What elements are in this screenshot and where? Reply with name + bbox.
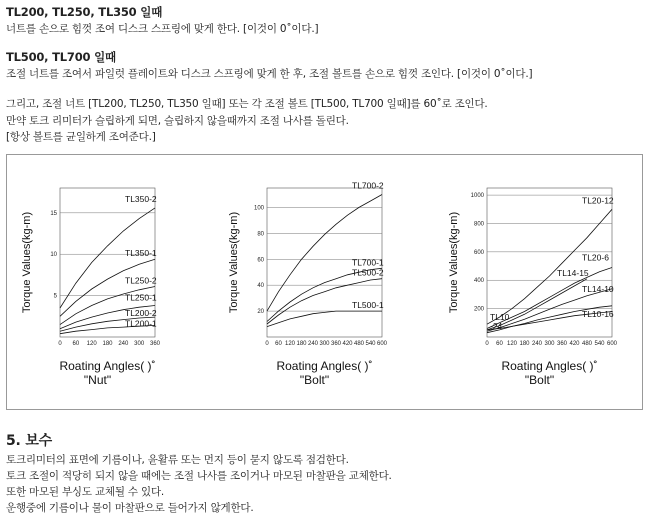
series-label: TL200-1 xyxy=(125,318,157,329)
instruction-uniform: [항상 볼트를 균일하게 조여준다.] xyxy=(6,131,156,143)
x-tick-label: 180 xyxy=(102,341,113,347)
y-tick-label: 600 xyxy=(473,249,484,256)
maintenance-line: 토크 조절이 적당히 되지 않을 때에는 조절 나사를 조이거나 마모된 마찰판을 교체한다. xyxy=(6,470,392,482)
x-tick-label: 300 xyxy=(134,341,145,347)
y-tick-label: 400 xyxy=(473,278,484,285)
series-label: -24 xyxy=(490,320,503,331)
x-tick-label: 180 xyxy=(519,341,530,347)
y-tick-label: 20 xyxy=(257,309,264,316)
x-tick-label: 60 xyxy=(496,341,503,347)
x-tick-label: 240 xyxy=(531,341,543,347)
x-tick-label: 240 xyxy=(118,341,129,347)
x-tick-label: 60 xyxy=(72,341,80,347)
x-tick-label: 0 xyxy=(265,341,269,347)
y-axis-label: Torque Values(kg-m) xyxy=(228,211,240,314)
section-title-maintenance: 5. 보수 xyxy=(6,433,52,449)
instruction-bolt: 조절 너트를 조여서 파일럿 플레이트와 디스크 스프링에 맞게 한 후, 조절 볼트를 손으로 힘껏 조인다. [이것이 0˚이다.] xyxy=(6,68,533,80)
instruction-nut: 너트를 손으로 힘껏 조여 디스크 스프링에 맞게 한다. [이것이 0˚이다.] xyxy=(6,23,319,35)
y-tick-label: 1000 xyxy=(470,193,484,200)
x-tick-label: 120 xyxy=(506,341,518,347)
y-tick-label: 5 xyxy=(53,293,57,300)
y-tick-label: 15 xyxy=(50,210,57,217)
y-tick-label: 10 xyxy=(50,252,57,259)
x-tick-label: 420 xyxy=(569,341,580,347)
series-label: TL20-12 xyxy=(582,195,614,206)
x-tick-label: 540 xyxy=(365,341,376,347)
y-tick-label: 200 xyxy=(473,306,484,313)
x-axis-label: Roating Angles( )˚ xyxy=(501,359,598,373)
instruction-angle: 그리고, 조절 너트 [TL200, TL250, TL350 일때] 또는 각 조절 볼트 [TL500, TL700 일때]를 60˚로 조인다. xyxy=(6,98,488,110)
x-axis-label: Roating Angles( )˚ xyxy=(59,359,156,373)
series-label: TL250-2 xyxy=(125,275,157,286)
x-tick-label: 360 xyxy=(330,341,342,347)
y-tick-label: 100 xyxy=(253,205,264,212)
series-label: TL200-2 xyxy=(125,308,157,319)
x-axis-label: Roating Angles( )˚ xyxy=(276,359,373,373)
maintenance-line: 토크리미터의 표면에 기름이나, 윤활류 또는 먼지 등이 묻지 않도록 점검한다. xyxy=(6,454,349,466)
series-label: TL500-1 xyxy=(352,300,384,311)
x-tick-label: 120 xyxy=(86,341,97,347)
series-label: TL350-1 xyxy=(125,248,157,259)
x-tick-label: 60 xyxy=(275,341,282,347)
x-tick-label: 420 xyxy=(342,341,353,347)
y-tick-label: 80 xyxy=(257,231,264,238)
series-label: TL20-6 xyxy=(582,252,609,263)
torque-charts-figure xyxy=(6,154,643,410)
maintenance-line: 또한 마모된 부싱도 교체될 수 있다. xyxy=(6,486,165,498)
heading-tl200-tl350: TL200, TL250, TL350 일때 xyxy=(6,5,163,19)
series-label: TL10-16 xyxy=(582,308,614,319)
y-axis-label: Torque Values(kg-m) xyxy=(21,211,33,314)
series-line xyxy=(267,311,382,327)
x-tick-label: 180 xyxy=(296,341,307,347)
chart-subtitle: "Nut" xyxy=(83,373,112,387)
chart-subtitle: "Bolt" xyxy=(524,373,555,387)
x-tick-label: 480 xyxy=(353,341,365,347)
x-tick-label: 0 xyxy=(58,341,62,347)
x-tick-label: 0 xyxy=(485,341,489,347)
torque-charts-svg xyxy=(7,155,642,409)
x-tick-label: 480 xyxy=(581,341,593,347)
maintenance-line: 운행중에 기름이나 물이 마찰판으로 들어가지 않게한다. xyxy=(6,502,254,514)
series-label: TL14-10 xyxy=(582,283,614,294)
series-line xyxy=(267,195,382,312)
y-tick-label: 60 xyxy=(257,257,264,264)
chart-subtitle: "Bolt" xyxy=(299,373,330,387)
x-tick-label: 360 xyxy=(149,341,161,347)
x-tick-label: 300 xyxy=(544,341,555,347)
series-label: TL14-15 xyxy=(557,267,589,278)
instruction-slip: 만약 토크 리미터가 슬립하게 되면, 슬립하지 않을때까지 조절 나사를 돌린다. xyxy=(6,115,349,127)
x-tick-label: 300 xyxy=(319,341,330,347)
x-tick-label: 540 xyxy=(594,341,605,347)
series-label: TL10 xyxy=(490,311,510,322)
series-line xyxy=(487,209,612,324)
x-tick-label: 360 xyxy=(556,341,568,347)
x-tick-label: 600 xyxy=(606,341,618,347)
x-tick-label: 120 xyxy=(284,341,296,347)
series-label: TL700-2 xyxy=(352,180,384,191)
series-label: TL250-1 xyxy=(125,292,157,303)
y-tick-label: 800 xyxy=(473,221,484,228)
y-tick-label: 40 xyxy=(257,283,264,290)
x-tick-label: 600 xyxy=(376,341,388,347)
series-label: TL500-2 xyxy=(352,267,384,278)
series-label: TL350-2 xyxy=(125,193,157,204)
x-tick-label: 240 xyxy=(307,341,319,347)
heading-tl500-tl700: TL500, TL700 일때 xyxy=(6,50,116,64)
series-label: TL700-1 xyxy=(352,257,384,268)
y-axis-label: Torque Values(kg-m) xyxy=(448,211,460,314)
